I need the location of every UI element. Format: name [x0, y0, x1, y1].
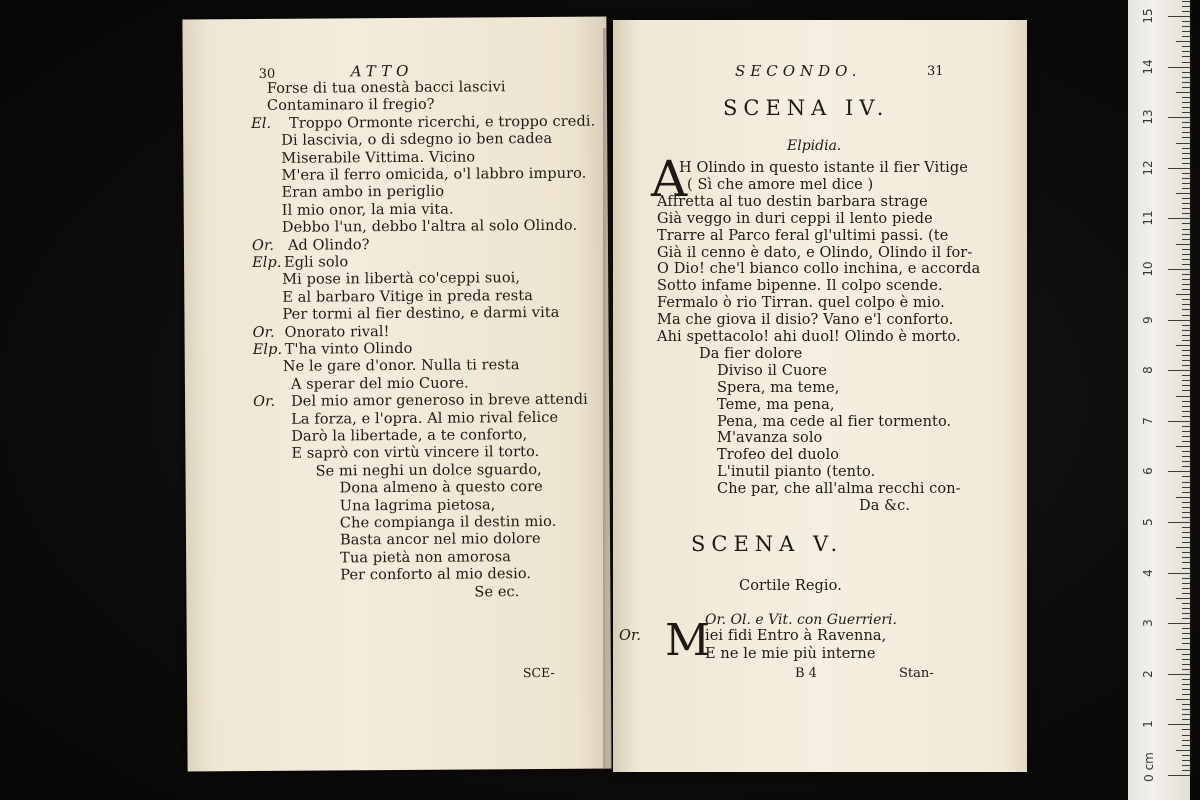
ruler-tick [1182, 714, 1190, 715]
ruler-number: 10 [1141, 261, 1155, 277]
verse-line: H Olindo in questo istante il fier Vitige [679, 160, 968, 176]
verse-line: iei fidi Entro à Ravenna, [705, 628, 887, 644]
ruler-tick [1182, 613, 1190, 614]
verse-line: Basta ancor nel mio dolore [339, 531, 541, 549]
ruler-tick [1168, 623, 1190, 624]
ruler-tick [1182, 502, 1190, 503]
ruler-tick [1176, 396, 1190, 397]
ruler-tick [1182, 588, 1190, 589]
ruler-tick [1182, 542, 1190, 543]
verse-line: Trofeo del duolo [717, 447, 840, 464]
ruler-tick [1182, 578, 1190, 579]
ruler-tick [1182, 765, 1190, 766]
ruler-number: 6 [1141, 467, 1155, 476]
ruler-tick [1182, 532, 1190, 533]
ruler-tick [1182, 309, 1190, 310]
ruler-tick [1168, 471, 1190, 472]
ruler-number: 13 [1141, 109, 1155, 125]
ruler-tick [1182, 264, 1190, 265]
verse-line: Per conforto al mio desio. [340, 566, 532, 584]
ruler-tick [1176, 598, 1190, 599]
ruler-tick [1182, 360, 1190, 361]
ruler-tick [1182, 315, 1190, 316]
ruler-tick [1182, 137, 1190, 138]
ruler-tick [1182, 62, 1190, 63]
verse-line: Teme, ma pena, [717, 396, 835, 413]
ruler-tick [1182, 11, 1190, 12]
verse-line: Eran ambo in periglio [281, 184, 445, 202]
ruler-number: 14 [1141, 58, 1155, 75]
ruler-tick [1182, 638, 1190, 639]
verse-line: Miserabile Vittima. Vicino [281, 149, 476, 167]
ruler-tick [1182, 431, 1190, 432]
verse-line: ( Sì che amore mel dice ) [687, 176, 874, 193]
verse-line: Egli solo [284, 254, 349, 271]
scene-v-setting: Cortile Regio. [739, 578, 842, 594]
ruler-tick [1168, 218, 1190, 219]
ruler-tick [1182, 411, 1190, 412]
ruler-tick [1182, 274, 1190, 275]
ruler-tick [1168, 168, 1190, 169]
ruler-tick [1182, 633, 1190, 634]
ruler-tick [1168, 522, 1190, 523]
scene-iv-title: SCENA IV. [723, 96, 890, 120]
ruler-tick [1182, 694, 1190, 695]
ruler-tick [1182, 760, 1190, 761]
ruler-tick [1182, 568, 1190, 569]
left-page [182, 17, 611, 772]
ruler-tick [1182, 740, 1190, 741]
ruler-number: 5 [1141, 518, 1155, 526]
ruler-tick [1182, 239, 1190, 240]
ruler-tick [1182, 254, 1190, 255]
verse-line: Una lagrima pietosa, [339, 496, 496, 514]
ruler-tick [1182, 330, 1190, 331]
ruler-tick [1182, 153, 1190, 154]
ruler-tick [1176, 92, 1190, 93]
ruler-tick [1168, 573, 1190, 574]
scene-v-speaker: Or. [619, 628, 642, 644]
ruler-tick [1182, 375, 1190, 376]
ruler-tick [1182, 426, 1190, 427]
speaker-label: Or. [252, 324, 275, 341]
scene-v-stage-direction: Or. Ol. e Vit. con Guerrieri. [705, 612, 897, 628]
ruler-tick [1182, 684, 1190, 685]
verse-line: Diviso il Cuore [717, 362, 827, 379]
ruler-tick [1182, 709, 1190, 710]
verse-line: Da &c. [859, 498, 911, 514]
ruler-number: 8 [1141, 366, 1155, 375]
ruler-tick [1168, 674, 1190, 675]
dropcap-m: M [665, 615, 711, 666]
ruler-tick [1168, 269, 1190, 270]
ruler-tick [1182, 476, 1190, 477]
verse-line: Del mio amor generoso in breve attendi [290, 391, 588, 410]
ruler-tick [1182, 441, 1190, 442]
ruler-tick [1182, 26, 1190, 27]
verse-line: E saprò con virtù vincere il torto. [291, 444, 540, 463]
ruler-tick [1182, 223, 1190, 224]
verse-line: Darò la libertade, a te conforto, [291, 427, 528, 445]
ruler-tick [1182, 148, 1190, 149]
ruler-tick [1182, 390, 1190, 391]
ruler-tick [1182, 456, 1190, 457]
ruler-tick [1168, 67, 1190, 68]
ruler-tick [1182, 603, 1190, 604]
scene-v-title: SCENA V. [691, 532, 844, 556]
verse-line: Forse di tua onestà bacci lascivi [266, 79, 506, 97]
ruler-tick [1182, 97, 1190, 98]
ruler-tick [1176, 41, 1190, 42]
verse-line: Spera, ma teme, [717, 379, 840, 396]
verse-line: E al barbaro Vitige in preda resta [282, 287, 534, 306]
ruler-tick [1182, 461, 1190, 462]
ruler-tick [1182, 82, 1190, 83]
speaker-label: Elp. [252, 254, 282, 272]
ruler-tick [1182, 279, 1190, 280]
ruler-tick [1182, 537, 1190, 538]
ruler-tick [1182, 127, 1190, 128]
verse-line: Trarre al Parco feral gl'ultimi passi. (te [657, 227, 949, 244]
verse-line: Se mi neghi un dolce sguardo, [315, 461, 542, 480]
ruler-tick [1182, 77, 1190, 78]
ruler-tick [1182, 1, 1190, 2]
ruler-number: 3 [1141, 619, 1155, 628]
verse-line: Ma che giova il disio? Vano e'l conforto. [657, 312, 954, 329]
ruler-tick [1182, 72, 1190, 73]
ruler-tick [1182, 188, 1190, 189]
speaker-label: Or. [251, 237, 275, 254]
verse-line: Che par, che all'alma recchi con- [717, 481, 961, 498]
ruler-tick [1182, 208, 1190, 209]
ruler-tick [1182, 107, 1190, 108]
ruler-tick [1182, 517, 1190, 518]
speaker-label: El. [251, 115, 272, 132]
ruler-tick [1182, 755, 1190, 756]
ruler-tick [1182, 87, 1190, 88]
ruler-tick [1182, 487, 1190, 488]
ruler-tick [1182, 183, 1190, 184]
verse-line: Contaminaro il fregio? [266, 97, 435, 115]
ruler-tick [1182, 284, 1190, 285]
right-page [613, 20, 1027, 772]
ruler-tick [1176, 143, 1190, 144]
verse-line: E ne le mie più interne [705, 646, 876, 662]
ruler-tick [1182, 299, 1190, 300]
ruler-tick [1182, 173, 1190, 174]
ruler-number: 1 [1141, 720, 1155, 729]
ruler-tick [1182, 719, 1190, 720]
ruler-tick [1176, 244, 1190, 245]
verse-line: L'inutil pianto (tento. [717, 464, 876, 481]
ruler-tick [1182, 178, 1190, 179]
ruler-tick [1176, 294, 1190, 295]
verse-line: Fermalo ò rio Tirran. quel colpo è mio. [657, 295, 945, 312]
ruler-tick [1182, 259, 1190, 260]
left-catchword: SCE- [522, 664, 555, 681]
ruler-tick [1182, 401, 1190, 402]
ruler-tick [1182, 163, 1190, 164]
ruler-tick [1182, 102, 1190, 103]
ruler-tick [1182, 249, 1190, 250]
ruler-tick [1182, 158, 1190, 159]
ruler-number: 12 [1141, 160, 1155, 176]
ruler-tick [1176, 547, 1190, 548]
verse-line: Ad Olindo? [287, 236, 370, 254]
ruler-tick [1182, 340, 1190, 341]
ruler-tick [1168, 16, 1190, 17]
verse-line: Pena, ma cede al fier tormento. [717, 413, 952, 430]
ruler-tick [1182, 451, 1190, 452]
ruler-tick [1182, 6, 1190, 7]
ruler-tick [1182, 659, 1190, 660]
ruler-number: 15 [1141, 8, 1155, 24]
ruler-tick [1182, 492, 1190, 493]
ruler-tick [1182, 416, 1190, 417]
verse-line: Il mio onor, la mia vita. [281, 201, 454, 219]
verse-line: Già il cenno è dato, e Olindo, Olindo il for- [657, 244, 973, 261]
ruler-tick [1176, 699, 1190, 700]
ruler-tick [1182, 112, 1190, 113]
ruler-tick [1182, 593, 1190, 594]
verse-line: M'avanza solo [717, 430, 823, 447]
ruler-tick [1182, 31, 1190, 32]
ruler-number: 11 [1141, 210, 1155, 227]
ruler-tick [1182, 325, 1190, 326]
ruler-tick [1182, 56, 1190, 57]
verse-line: M'era il ferro omicida, o'l labbro impuro. [281, 165, 587, 184]
ruler-tick [1182, 380, 1190, 381]
ruler-tick [1182, 406, 1190, 407]
ruler-tick [1182, 654, 1190, 655]
ruler-tick [1182, 355, 1190, 356]
right-running-head: SECONDO. [735, 62, 862, 80]
ruler-tick [1182, 704, 1190, 705]
verse-line: Per tormi al fier destino, e darmi vita [282, 305, 560, 323]
verse-line: Affretta al tuo destin barbara strage [657, 193, 928, 210]
ruler-tick [1182, 679, 1190, 680]
ruler-unit-label: 0 cm [1142, 752, 1156, 782]
verse-line: Di lascivia, o di sdegno io ben cadea [281, 131, 553, 149]
verse-line: Tua pietà non amorosa [340, 549, 512, 567]
ruler-tick [1176, 446, 1190, 447]
ruler-tick [1176, 750, 1190, 751]
verse-line: Sotto infame bipenne. Il colpo scende. [657, 278, 943, 295]
ruler-tick [1182, 304, 1190, 305]
ruler-tick [1182, 466, 1190, 467]
ruler-number: 9 [1141, 315, 1155, 324]
ruler-tick [1168, 320, 1190, 321]
ruler-number: 7 [1141, 416, 1155, 425]
dropcap-a: A [651, 150, 688, 208]
left-running-head: ATTO [350, 61, 414, 81]
ruler-tick [1182, 689, 1190, 690]
ruler-tick [1182, 669, 1190, 670]
ruler-tick [1182, 46, 1190, 47]
ruler-tick [1182, 562, 1190, 563]
ruler-tick [1182, 664, 1190, 665]
ruler-tick [1168, 370, 1190, 371]
speaker-label: Or. [252, 394, 276, 411]
ruler-tick [1168, 117, 1190, 118]
ruler-number: 4 [1141, 568, 1155, 577]
ruler-tick [1182, 213, 1190, 214]
ruler-tick [1182, 335, 1190, 336]
right-catchword: Stan- [899, 666, 934, 681]
ruler-tick [1182, 198, 1190, 199]
ruler-tick [1182, 527, 1190, 528]
ruler-tick [1182, 512, 1190, 513]
verse-line: A sperar del mio Cuore. [290, 375, 469, 393]
ruler-number: 2 [1141, 669, 1155, 678]
ruler-tick [1182, 234, 1190, 235]
ruler-tick [1182, 552, 1190, 553]
ruler-tick [1176, 193, 1190, 194]
ruler-tick [1182, 557, 1190, 558]
ruler-tick [1182, 735, 1190, 736]
ruler-tick [1168, 421, 1190, 422]
verse-line: Dona almeno à questo core [339, 479, 543, 497]
ruler-tick [1182, 507, 1190, 508]
ruler-tick [1182, 643, 1190, 644]
left-page-number: 30 [258, 66, 276, 82]
ruler-tick [1182, 628, 1190, 629]
ruler-tick [1168, 724, 1190, 725]
ruler-tick [1176, 345, 1190, 346]
verse-line: Da fier dolore [699, 345, 803, 362]
ruler-tick [1182, 229, 1190, 230]
ruler-tick [1182, 203, 1190, 204]
verse-line: Troppo Ormonte ricerchi, e troppo credi. [289, 113, 596, 132]
ruler-tick [1182, 289, 1190, 290]
verse-line: Ne le gare d'onor. Nulla ti resta [282, 357, 520, 376]
open-book [185, 18, 1030, 770]
verse-line: O Dio! che'l bianco collo inchina, e accorda [657, 261, 981, 278]
verse-line: Debbo l'un, debbo l'altra al solo Olindo. [281, 217, 578, 236]
verse-line: Ahi spettacolo! ahi duol! Olindo è morto. [657, 329, 961, 345]
ruler-tick [1182, 122, 1190, 123]
ruler-tick [1182, 482, 1190, 483]
ruler-tick [1182, 770, 1190, 771]
verse-line: Che compianga il destin mio. [339, 513, 557, 532]
signature-mark: B 4 [795, 666, 817, 681]
verse-line: Se ec. [474, 583, 520, 601]
ruler-tick [1182, 608, 1190, 609]
verse-line: Mi pose in libertà co'ceppi suoi, [282, 270, 521, 289]
ruler-tick [1182, 583, 1190, 584]
ruler-tick [1182, 436, 1190, 437]
ruler-tick [1176, 649, 1190, 650]
ruler-tick [1182, 350, 1190, 351]
ruler-tick [1182, 365, 1190, 366]
ruler-tick [1182, 21, 1190, 22]
ruler-tick [1176, 497, 1190, 498]
ruler-tick [1182, 729, 1190, 730]
scene-iv-speaker: Elpidia. [787, 138, 842, 154]
ruler-tick [1182, 618, 1190, 619]
ruler-tick [1182, 36, 1190, 37]
ruler-tick [1182, 745, 1190, 746]
verse-line: T'ha vinto Olindo [284, 340, 413, 358]
verse-line: Onorato rival! [284, 323, 390, 341]
ruler-tick [1182, 385, 1190, 386]
ruler-tick [1168, 775, 1190, 776]
verse-line: Già veggo in duri ceppi il lento piede [657, 210, 933, 227]
speaker-label: Elp. [252, 341, 283, 359]
verse-line: La forza, e l'opra. Al mio rival felice [291, 409, 559, 428]
ruler-tick [1182, 132, 1190, 133]
measuring-ruler [1128, 0, 1190, 800]
right-page-number: 31 [927, 64, 944, 79]
ruler-tick [1182, 51, 1190, 52]
